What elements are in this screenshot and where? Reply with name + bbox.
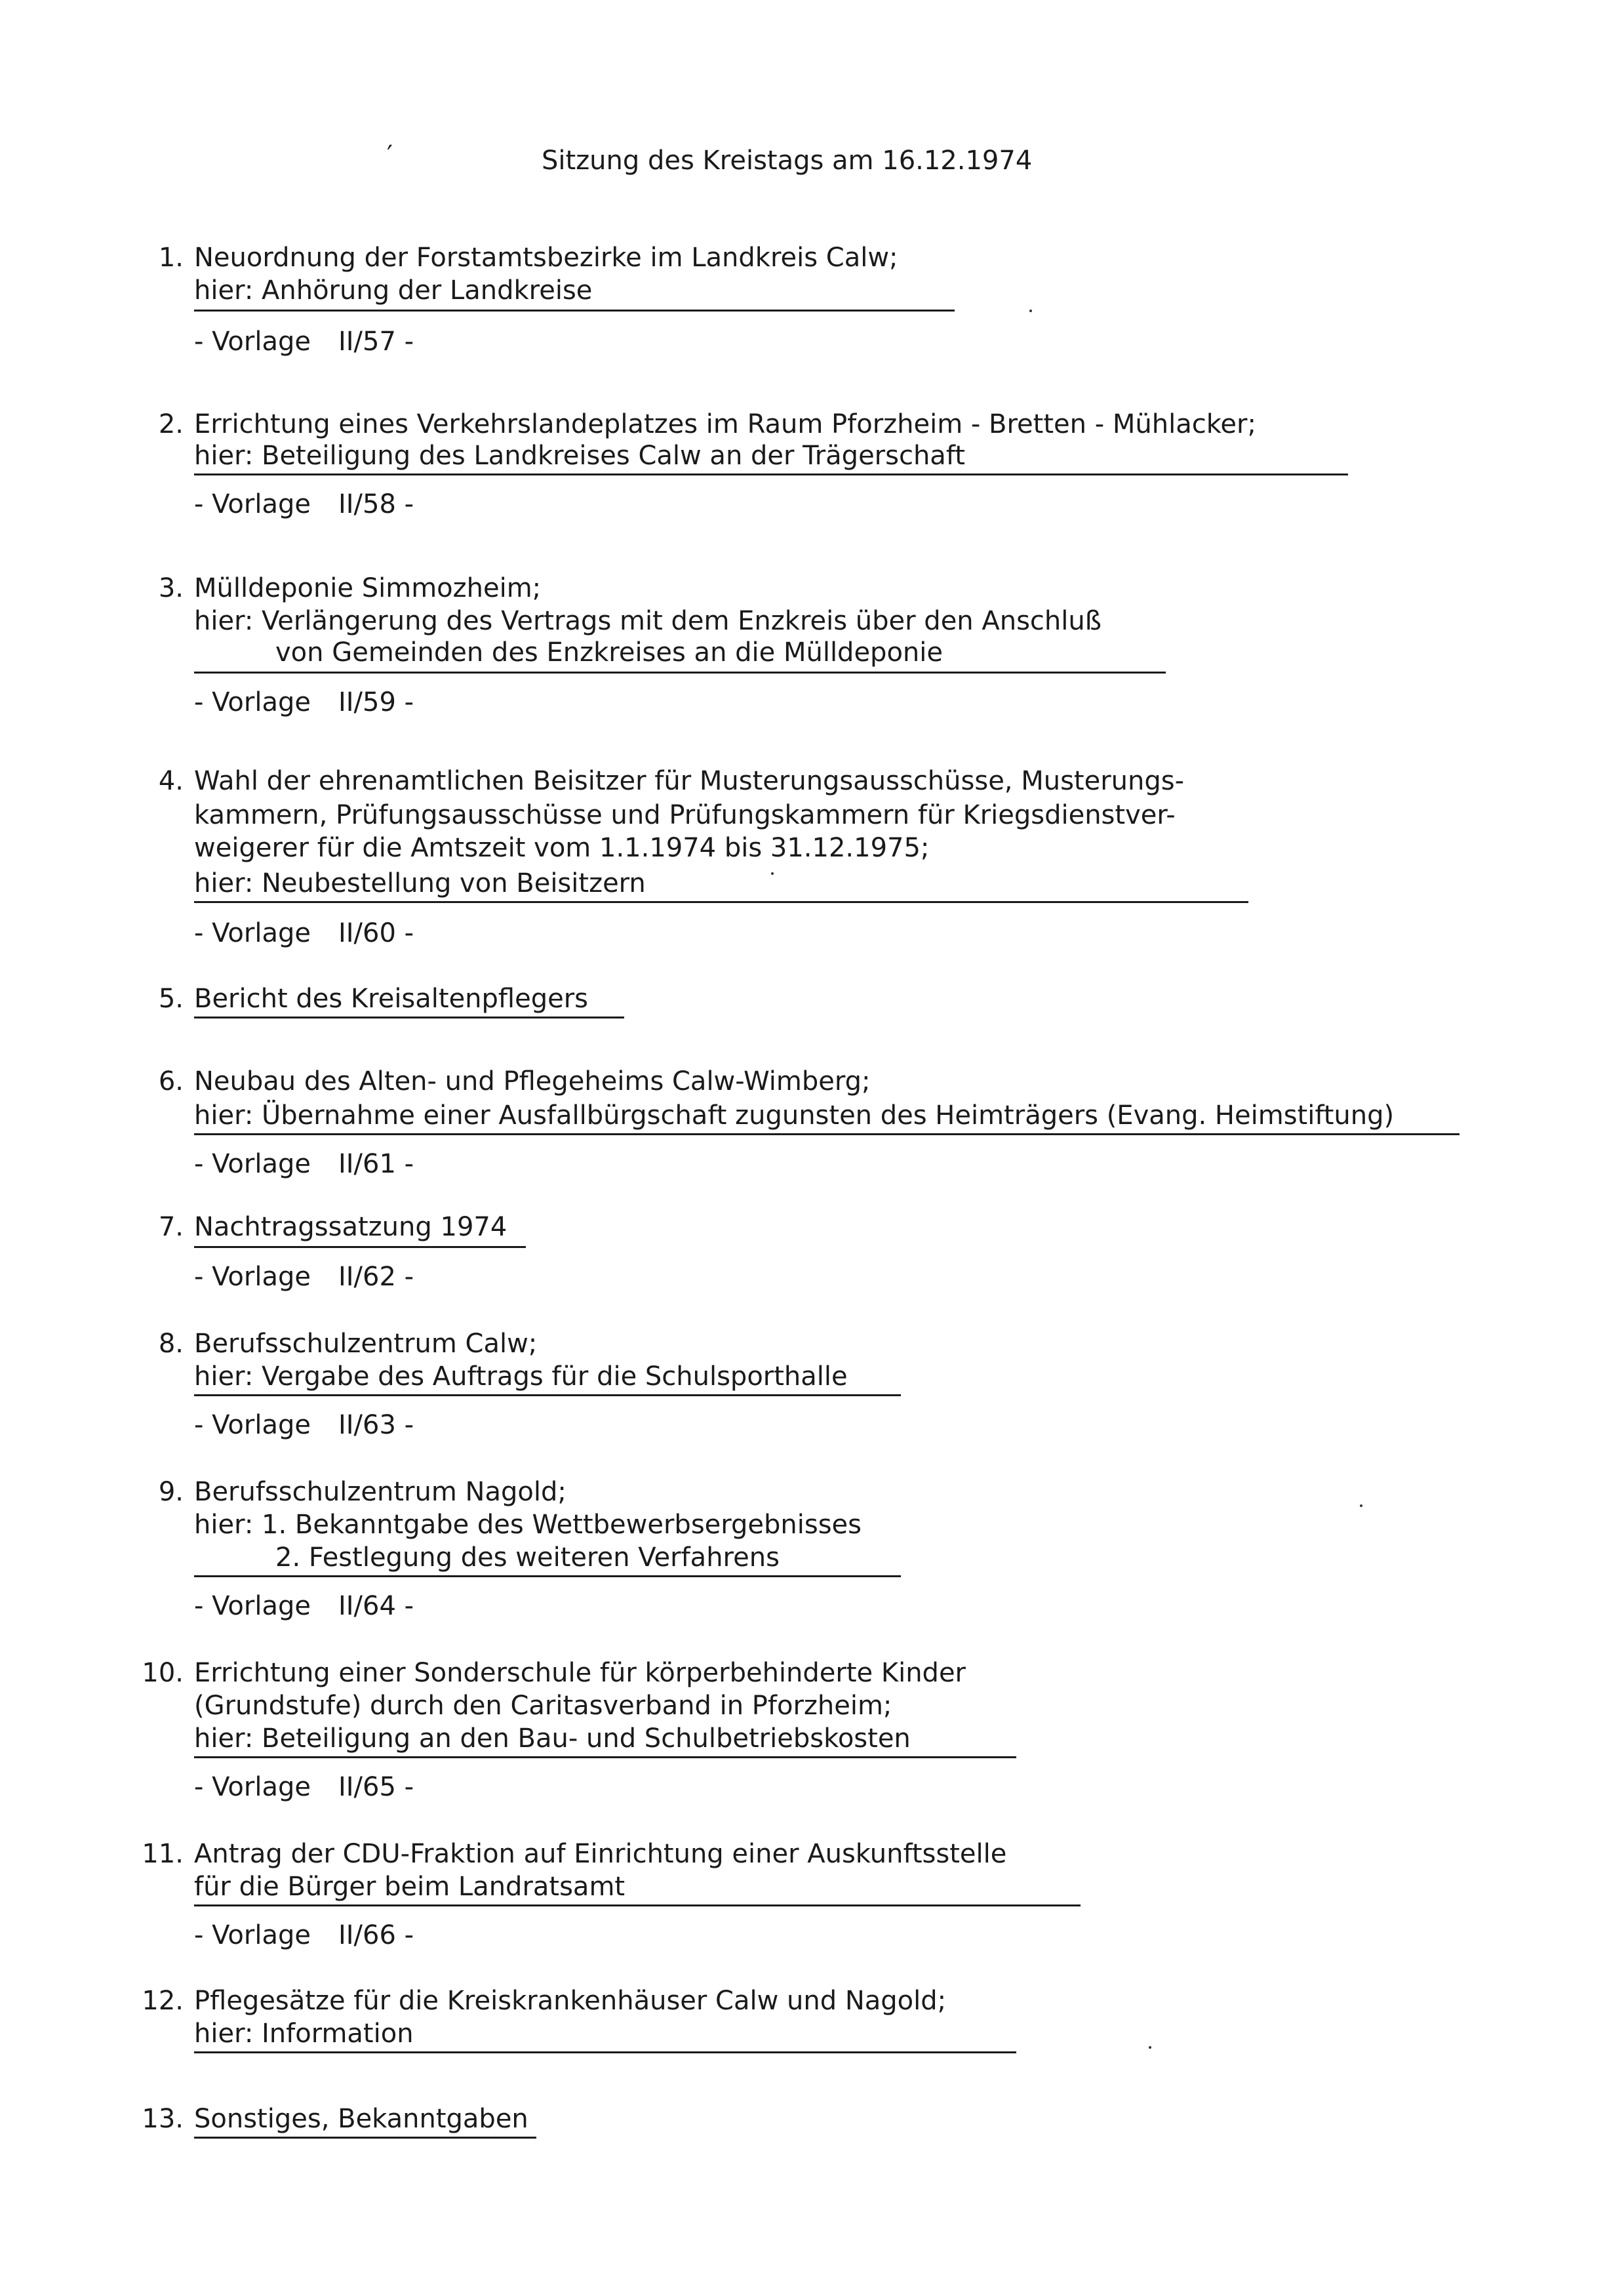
item-line: Neubau des Alten- und Pflegeheims Calw-Wimberg; xyxy=(194,1066,871,1097)
item-line: Wahl der ehrenamtlichen Beisitzer für Musterungsausschüsse, Musterungs- xyxy=(194,766,1185,796)
item-line: Berufsschulzentrum Calw; xyxy=(194,1329,538,1359)
item-line: 2. Festlegung des weiteren Verfahrens xyxy=(275,1542,780,1573)
vorlage-number: II/64 - xyxy=(338,1591,414,1621)
vorlage-reference xyxy=(194,1590,414,1622)
underline xyxy=(194,1394,901,1396)
vorlage-label: - Vorlage xyxy=(194,1591,311,1621)
vorlage-reference xyxy=(194,1409,414,1441)
page-title: Sitzung des Kreistags am 16.12.1974 xyxy=(542,146,1033,176)
vorlage-label: - Vorlage xyxy=(194,1410,311,1440)
pen-tick-mark: ′ xyxy=(387,140,393,171)
vorlage-label: - Vorlage xyxy=(194,489,311,519)
underline xyxy=(194,2051,1016,2053)
item-line: von Gemeinden des Enzkreises an die Mülldeponie xyxy=(275,637,943,668)
item-line: hier: 1. Bekanntgabe des Wettbewerbsergebnisses xyxy=(194,1510,862,1540)
item-line: Antrag der CDU-Fraktion auf Einrichtung einer Auskunftsstelle xyxy=(194,1839,1007,1869)
vorlage-label: - Vorlage xyxy=(194,1772,311,1802)
vorlage-number: II/60 - xyxy=(338,918,414,948)
underline xyxy=(194,1246,526,1248)
item-line: für die Bürger beim Landratsamt xyxy=(194,1872,626,1902)
item-number: 4. xyxy=(158,766,184,796)
item-number: 13. xyxy=(142,2104,184,2134)
underline xyxy=(194,1133,1460,1135)
item-number: 8. xyxy=(158,1329,184,1359)
item-line: Neuordnung der Forstamtsbezirke im Landkreis Calw; xyxy=(194,243,898,273)
item-line: Errichtung eines Verkehrslandeplatzes im Raum Pforzheim - Bretten - Mühlacker; xyxy=(194,409,1256,439)
item-number: 3. xyxy=(158,573,184,603)
scan-speck xyxy=(1360,1504,1362,1507)
vorlage-number: II/65 - xyxy=(338,1772,414,1802)
underline xyxy=(194,672,1166,674)
scan-speck xyxy=(1029,310,1032,312)
vorlage-number: II/63 - xyxy=(338,1410,414,1440)
item-number: 11. xyxy=(142,1839,184,1869)
item-line: (Grundstufe) durch den Caritasverband in Pforzheim; xyxy=(194,1691,892,1721)
item-line: hier: Information xyxy=(194,2019,414,2049)
vorlage-number: II/61 - xyxy=(338,1149,414,1179)
item-line: hier: Übernahme einer Ausfallbürgschaft zugunsten des Heimträgers (Evang. Heimstiftung) xyxy=(194,1100,1395,1131)
item-line: hier: Verlängerung des Vertrags mit dem Enzkreis über den Anschluß xyxy=(194,606,1102,636)
item-number: 9. xyxy=(158,1477,184,1507)
vorlage-label: - Vorlage xyxy=(194,1149,311,1179)
vorlage-reference xyxy=(194,1148,414,1180)
vorlage-number: II/66 - xyxy=(338,1920,414,1950)
vorlage-reference xyxy=(194,686,414,719)
item-line: Errichtung einer Sonderschule für körperbehinderte Kinder xyxy=(194,1658,966,1688)
item-line: hier: Beteiligung an den Bau- und Schulbetriebskosten xyxy=(194,1723,911,1754)
vorlage-number: II/62 - xyxy=(338,1262,414,1292)
underline xyxy=(194,901,1248,903)
vorlage-label: - Vorlage xyxy=(194,1262,311,1292)
item-line: Berufsschulzentrum Nagold; xyxy=(194,1477,566,1507)
vorlage-reference xyxy=(194,917,414,950)
item-line: kammern, Prüfungsausschüsse und Prüfungskammern für Kriegsdienstver- xyxy=(194,800,1176,830)
item-line: Pflegesätze für die Kreiskrankenhäuser Calw und Nagold; xyxy=(194,1986,947,2016)
vorlage-number: II/58 - xyxy=(338,489,414,519)
vorlage-label: - Vorlage xyxy=(194,327,311,357)
item-line: hier: Neubestellung von Beisitzern xyxy=(194,868,646,898)
item-number: 1. xyxy=(158,243,184,273)
item-number: 7. xyxy=(158,1212,184,1242)
scan-speck xyxy=(1149,2046,1151,2049)
item-line: Sonstiges, Bekanntgaben xyxy=(194,2104,528,2134)
scan-speck xyxy=(771,872,774,875)
vorlage-reference xyxy=(194,1919,414,1952)
vorlage-label: - Vorlage xyxy=(194,1920,311,1950)
underline xyxy=(194,2137,536,2139)
vorlage-label: - Vorlage xyxy=(194,687,311,717)
underline xyxy=(194,1904,1081,1906)
item-line: hier: Vergabe des Auftrags für die Schulsporthalle xyxy=(194,1361,848,1392)
vorlage-reference xyxy=(194,1771,414,1803)
item-line: Mülldeponie Simmozheim; xyxy=(194,573,542,603)
item-line: weigerer für die Amtszeit vom 1.1.1974 bis 31.12.1975; xyxy=(194,833,930,863)
vorlage-reference xyxy=(194,325,414,358)
item-number: 5. xyxy=(158,984,184,1014)
item-number: 10. xyxy=(142,1658,184,1688)
item-line: hier: Beteiligung des Landkreises Calw an der Trägerschaft xyxy=(194,441,965,471)
vorlage-reference xyxy=(194,488,414,521)
vorlage-number: II/57 - xyxy=(338,327,414,357)
vorlage-number: II/59 - xyxy=(338,687,414,717)
vorlage-reference xyxy=(194,1260,414,1293)
item-number: 2. xyxy=(158,409,184,439)
vorlage-label: - Vorlage xyxy=(194,918,311,948)
underline xyxy=(194,1017,624,1018)
underline xyxy=(194,473,1348,475)
item-line: hier: Anhörung der Landkreise xyxy=(194,275,593,306)
item-line: Bericht des Kreisaltenpflegers xyxy=(194,984,589,1014)
item-number: 6. xyxy=(158,1066,184,1097)
underline xyxy=(194,1575,901,1577)
underline xyxy=(194,310,955,312)
underline xyxy=(194,1756,1016,1758)
item-number: 12. xyxy=(142,1986,184,2016)
item-line: Nachtragssatzung 1974 xyxy=(194,1212,507,1242)
